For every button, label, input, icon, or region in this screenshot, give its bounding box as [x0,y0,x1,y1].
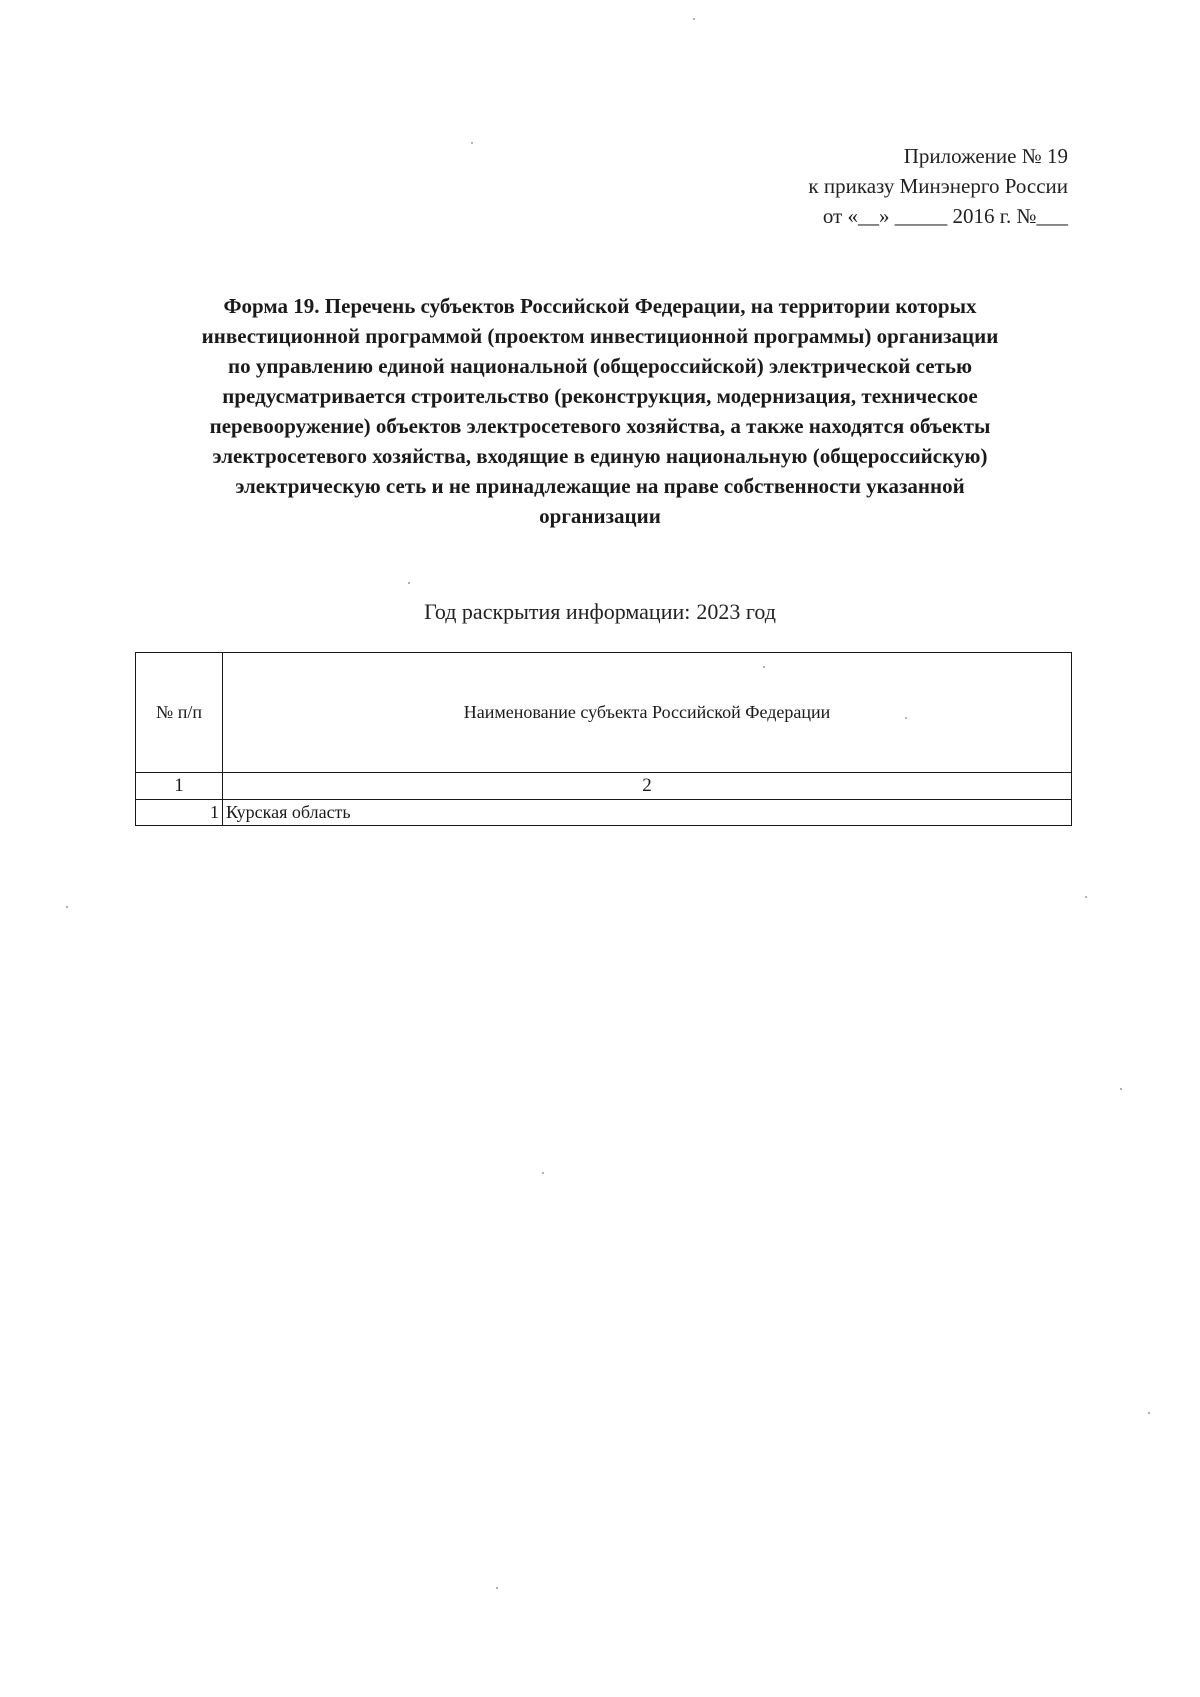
scan-speck [471,142,473,144]
table-row [136,800,1072,826]
scan-speck [66,906,68,908]
appendix-block [808,141,1068,231]
header-subject-name: Наименование субъекта Российской Федерации [223,653,1072,773]
scan-speck [1085,896,1087,898]
scan-speck [693,18,695,20]
scan-speck [496,1587,498,1589]
row-subject-name: Курская область [223,800,1072,826]
form-title [110,291,1090,531]
table-index-row [136,773,1072,800]
form-title-line: инвестиционной программой (проектом инвестиционной программы) организации [201,324,999,348]
scan-speck [905,717,907,719]
appendix-order-ref: к приказу Минэнерго России [808,174,1068,198]
column-index-1: 1 [136,773,223,800]
header-number: № п/п [136,653,223,773]
row-number: 1 [136,800,223,826]
disclosure-year-label: Год раскрытия информации: [424,599,691,624]
scan-speck [408,582,410,584]
form-title-line: электросетевого хозяйства, входящие в единую национальную (общероссийскую) [212,444,988,468]
disclosure-year-value: 2023 год [696,599,776,624]
appendix-number: Приложение № 19 [903,144,1068,168]
form-title-line: электрическую сеть и не принадлежащие на праве собственности указанной [235,474,965,498]
scan-speck [542,1172,544,1174]
form-title-line: организации [539,504,661,528]
disclosure-year [0,597,1200,627]
form-title-line: по управлению единой национальной (общероссийской) электрической сетью [227,354,972,378]
form-title-line: предусматривается строительство (реконструкция, модернизация, техническое [222,384,978,408]
column-index-2: 2 [223,773,1072,800]
appendix-date-line: от «__» _____ 2016 г. №___ [822,204,1068,228]
subjects-table [135,652,1072,826]
scan-speck [1120,1088,1122,1090]
form-title-line: Форма 19. Перечень субъектов Российской Федерации, на территории которых [223,294,977,318]
form-title-line: перевооружение) объектов электросетевого хозяйства, а также находятся объекты [209,414,991,438]
scan-speck [763,666,765,668]
scan-speck [1148,1412,1150,1414]
table-header-row [136,653,1072,773]
